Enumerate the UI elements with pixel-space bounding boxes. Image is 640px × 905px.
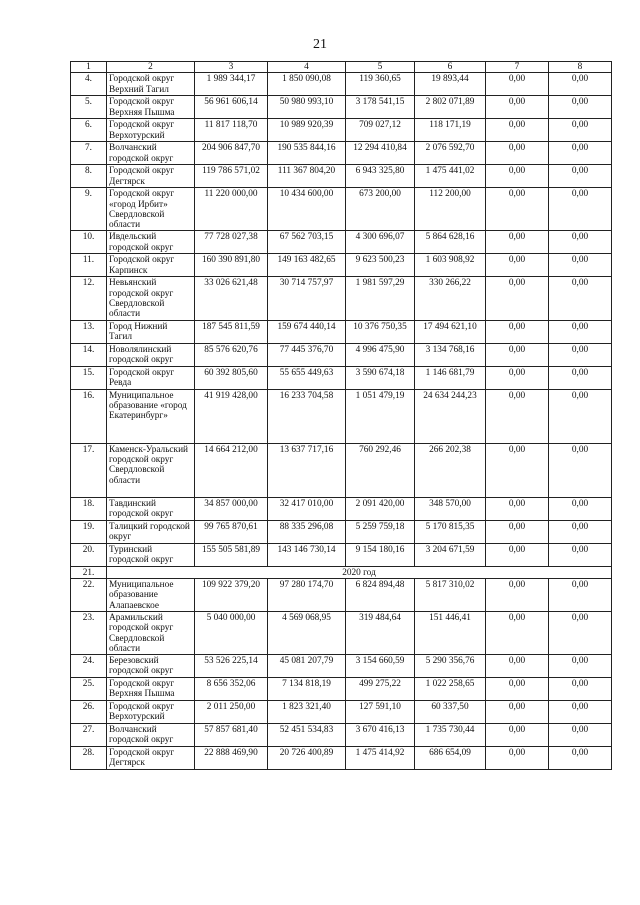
table-row	[71, 497, 612, 520]
municipality-name: Городской округ Верхняя Пышма	[107, 678, 195, 701]
header-cell: 3	[195, 62, 268, 73]
value-col-6: 3 204 671,59	[415, 543, 486, 566]
value-col-5: 9 154 180,16	[346, 543, 415, 566]
value-col-8: 0,00	[549, 231, 612, 254]
value-col-8: 0,00	[549, 389, 612, 443]
row-number: 16.	[71, 389, 107, 443]
table-row	[71, 389, 612, 443]
table-row	[71, 277, 612, 320]
municipality-name: Ивдельский городской округ	[107, 231, 195, 254]
value-col-3: 41 919 428,00	[195, 389, 268, 443]
value-col-5: 12 294 410,84	[346, 142, 415, 165]
value-col-8: 0,00	[549, 277, 612, 320]
municipality-name: Городской округ Дегтярск	[107, 165, 195, 188]
value-col-7: 0,00	[486, 343, 549, 366]
value-col-6: 5 864 628,16	[415, 231, 486, 254]
value-col-4: 30 714 757,97	[268, 277, 346, 320]
value-col-7: 0,00	[486, 543, 549, 566]
value-col-3: 1 989 344,17	[195, 73, 268, 96]
value-col-3: 22 888 469,90	[195, 747, 268, 770]
value-col-4: 111 367 804,20	[268, 165, 346, 188]
header-cell: 5	[346, 62, 415, 73]
municipality-name: Городской округ «город Ирбит» Свердловской области	[107, 188, 195, 231]
municipality-name: Городской округ Ревда	[107, 366, 195, 389]
value-col-6: 5 817 310,02	[415, 578, 486, 611]
value-col-6: 266 202,38	[415, 443, 486, 497]
header-row	[71, 62, 612, 73]
value-col-5: 1 475 414,92	[346, 747, 415, 770]
value-col-6: 1 475 441,02	[415, 165, 486, 188]
value-col-7: 0,00	[486, 389, 549, 443]
value-col-3: 60 392 805,60	[195, 366, 268, 389]
value-col-8: 0,00	[549, 497, 612, 520]
header-cell: 4	[268, 62, 346, 73]
municipality-name: Муниципальное образование Алапаевское	[107, 578, 195, 611]
value-col-8: 0,00	[549, 724, 612, 747]
municipality-name: Волчанский городской округ	[107, 724, 195, 747]
value-col-3: 14 664 212,00	[195, 443, 268, 497]
value-col-8: 0,00	[549, 520, 612, 543]
row-number: 28.	[71, 747, 107, 770]
value-col-5: 4 300 696,07	[346, 231, 415, 254]
table-row	[71, 165, 612, 188]
value-col-8: 0,00	[549, 73, 612, 96]
value-col-7: 0,00	[486, 254, 549, 277]
row-number: 9.	[71, 188, 107, 231]
municipality-name: Тавдинский городской округ	[107, 497, 195, 520]
table-row	[71, 119, 612, 142]
header-cell: 7	[486, 62, 549, 73]
value-col-7: 0,00	[486, 142, 549, 165]
value-col-6: 2 076 592,70	[415, 142, 486, 165]
value-col-5: 127 591,10	[346, 701, 415, 724]
value-col-3: 85 576 620,76	[195, 343, 268, 366]
table-row	[71, 578, 612, 611]
value-col-4: 10 434 600,00	[268, 188, 346, 231]
value-col-3: 33 026 621,48	[195, 277, 268, 320]
municipality-name: Волчанский городской округ	[107, 142, 195, 165]
row-number: 12.	[71, 277, 107, 320]
value-col-8: 0,00	[549, 366, 612, 389]
value-col-6: 330 266,22	[415, 277, 486, 320]
municipality-name: Талицкий городской округ	[107, 520, 195, 543]
municipality-name: Арамильский городской округ Свердловской области	[107, 611, 195, 654]
value-col-8: 0,00	[549, 165, 612, 188]
value-col-3: 119 786 571,02	[195, 165, 268, 188]
value-col-4: 7 134 818,19	[268, 678, 346, 701]
value-col-5: 6 943 325,80	[346, 165, 415, 188]
value-col-5: 119 360,65	[346, 73, 415, 96]
value-col-5: 760 292,46	[346, 443, 415, 497]
value-col-4: 149 163 482,65	[268, 254, 346, 277]
page-number: 21	[313, 37, 327, 52]
municipality-name: Каменск-Уральский городской округ Свердловской области	[107, 443, 195, 497]
table-row	[71, 366, 612, 389]
value-col-8: 0,00	[549, 320, 612, 343]
table-row	[71, 520, 612, 543]
value-col-8: 0,00	[549, 747, 612, 770]
value-col-5: 319 484,64	[346, 611, 415, 654]
value-col-8: 0,00	[549, 343, 612, 366]
value-col-8: 0,00	[549, 188, 612, 231]
value-col-6: 1 022 258,65	[415, 678, 486, 701]
value-col-6: 19 893,44	[415, 73, 486, 96]
value-col-3: 187 545 811,59	[195, 320, 268, 343]
value-col-3: 34 857 000,00	[195, 497, 268, 520]
value-col-6: 17 494 621,10	[415, 320, 486, 343]
value-col-3: 56 961 606,14	[195, 96, 268, 119]
row-number: 20.	[71, 543, 107, 566]
value-col-4: 77 445 376,70	[268, 343, 346, 366]
table-row	[71, 724, 612, 747]
value-col-7: 0,00	[486, 320, 549, 343]
header-cell: 2	[107, 62, 195, 73]
value-col-7: 0,00	[486, 277, 549, 320]
value-col-6: 2 802 071,89	[415, 96, 486, 119]
table-row	[71, 343, 612, 366]
table-row	[71, 443, 612, 497]
value-col-7: 0,00	[486, 520, 549, 543]
value-col-4: 13 637 717,16	[268, 443, 346, 497]
row-number: 8.	[71, 165, 107, 188]
value-col-5: 3 590 674,18	[346, 366, 415, 389]
row-number: 18.	[71, 497, 107, 520]
table-row	[71, 73, 612, 96]
value-col-3: 11 817 118,70	[195, 119, 268, 142]
municipality-name: Новолялинский городской округ	[107, 343, 195, 366]
row-number: 7.	[71, 142, 107, 165]
value-col-4: 10 989 920,39	[268, 119, 346, 142]
row-number: 25.	[71, 678, 107, 701]
value-col-8: 0,00	[549, 578, 612, 611]
value-col-4: 88 335 296,08	[268, 520, 346, 543]
value-col-3: 11 220 000,00	[195, 188, 268, 231]
row-number: 11.	[71, 254, 107, 277]
row-number: 27.	[71, 724, 107, 747]
value-col-7: 0,00	[486, 165, 549, 188]
value-col-4: 97 280 174,70	[268, 578, 346, 611]
value-col-4: 50 980 993,10	[268, 96, 346, 119]
value-col-4: 159 674 440,14	[268, 320, 346, 343]
value-col-7: 0,00	[486, 119, 549, 142]
table-row	[71, 655, 612, 678]
value-col-3: 2 011 250,00	[195, 701, 268, 724]
value-col-3: 57 857 681,40	[195, 724, 268, 747]
value-col-4: 1 850 090,08	[268, 73, 346, 96]
row-number: 15.	[71, 366, 107, 389]
value-col-5: 9 623 500,23	[346, 254, 415, 277]
value-col-3: 77 728 027,38	[195, 231, 268, 254]
value-col-5: 6 824 894,48	[346, 578, 415, 611]
value-col-5: 4 996 475,90	[346, 343, 415, 366]
municipality-name: Городской округ Верхотурский	[107, 119, 195, 142]
table-row	[71, 254, 612, 277]
value-col-3: 204 906 847,70	[195, 142, 268, 165]
header-cell: 1	[71, 62, 107, 73]
value-col-7: 0,00	[486, 724, 549, 747]
value-col-6: 1 603 908,92	[415, 254, 486, 277]
value-col-6: 24 634 244,23	[415, 389, 486, 443]
value-col-7: 0,00	[486, 231, 549, 254]
municipality-name: Городской округ Верхняя Пышма	[107, 96, 195, 119]
value-col-7: 0,00	[486, 655, 549, 678]
value-col-8: 0,00	[549, 142, 612, 165]
value-col-3: 99 765 870,61	[195, 520, 268, 543]
budget-table	[70, 61, 612, 770]
value-col-8: 0,00	[549, 655, 612, 678]
value-col-3: 53 526 225,14	[195, 655, 268, 678]
value-col-4: 190 535 844,16	[268, 142, 346, 165]
value-col-8: 0,00	[549, 611, 612, 654]
value-col-4: 67 562 703,15	[268, 231, 346, 254]
value-col-3: 8 656 352,06	[195, 678, 268, 701]
table-row	[71, 747, 612, 770]
municipality-name: Городской округ Верхотурский	[107, 701, 195, 724]
row-number: 26.	[71, 701, 107, 724]
table-row	[71, 231, 612, 254]
value-col-5: 10 376 750,35	[346, 320, 415, 343]
table-row	[71, 611, 612, 654]
municipality-name: Туринский городской округ	[107, 543, 195, 566]
value-col-7: 0,00	[486, 701, 549, 724]
row-number: 6.	[71, 119, 107, 142]
value-col-4: 1 823 321,40	[268, 701, 346, 724]
value-col-8: 0,00	[549, 678, 612, 701]
row-number: 10.	[71, 231, 107, 254]
value-col-4: 52 451 534,83	[268, 724, 346, 747]
table-row	[71, 701, 612, 724]
table-body	[71, 62, 612, 770]
year-label: 2020 год	[107, 566, 612, 578]
value-col-5: 5 259 759,18	[346, 520, 415, 543]
municipality-name: Городской округ Дегтярск	[107, 747, 195, 770]
value-col-5: 673 200,00	[346, 188, 415, 231]
value-col-6: 686 654,09	[415, 747, 486, 770]
value-col-7: 0,00	[486, 578, 549, 611]
value-col-4: 4 569 068,95	[268, 611, 346, 654]
value-col-7: 0,00	[486, 366, 549, 389]
value-col-6: 1 735 730,44	[415, 724, 486, 747]
value-col-3: 160 390 891,80	[195, 254, 268, 277]
value-col-3: 5 040 000,00	[195, 611, 268, 654]
header-cell: 8	[549, 62, 612, 73]
header-cell: 6	[415, 62, 486, 73]
row-number: 24.	[71, 655, 107, 678]
value-col-5: 2 091 420,00	[346, 497, 415, 520]
value-col-8: 0,00	[549, 701, 612, 724]
value-col-6: 118 171,19	[415, 119, 486, 142]
value-col-7: 0,00	[486, 747, 549, 770]
value-col-8: 0,00	[549, 543, 612, 566]
value-col-7: 0,00	[486, 497, 549, 520]
value-col-6: 5 290 356,76	[415, 655, 486, 678]
value-col-5: 499 275,22	[346, 678, 415, 701]
municipality-name: Муниципальное образование «город Екатеринбург»	[107, 389, 195, 443]
value-col-6: 151 446,41	[415, 611, 486, 654]
municipality-name: Городской округ Карпинск	[107, 254, 195, 277]
value-col-6: 60 337,50	[415, 701, 486, 724]
table-row	[71, 96, 612, 119]
value-col-5: 3 670 416,13	[346, 724, 415, 747]
value-col-5: 3 154 660,59	[346, 655, 415, 678]
row-number: 21.	[71, 566, 107, 578]
row-number: 17.	[71, 443, 107, 497]
table-row	[71, 543, 612, 566]
value-col-4: 32 417 010,00	[268, 497, 346, 520]
value-col-8: 0,00	[549, 254, 612, 277]
value-col-5: 3 178 541,15	[346, 96, 415, 119]
value-col-8: 0,00	[549, 443, 612, 497]
row-number: 4.	[71, 73, 107, 96]
value-col-4: 143 146 730,14	[268, 543, 346, 566]
value-col-5: 709 027,12	[346, 119, 415, 142]
value-col-8: 0,00	[549, 96, 612, 119]
row-number: 13.	[71, 320, 107, 343]
value-col-3: 155 505 581,89	[195, 543, 268, 566]
value-col-5: 1 051 479,19	[346, 389, 415, 443]
value-col-8: 0,00	[549, 119, 612, 142]
row-number: 19.	[71, 520, 107, 543]
value-col-4: 55 655 449,63	[268, 366, 346, 389]
value-col-4: 20 726 400,89	[268, 747, 346, 770]
table-row	[71, 678, 612, 701]
value-col-7: 0,00	[486, 443, 549, 497]
row-number: 5.	[71, 96, 107, 119]
municipality-name: Город Нижний Тагил	[107, 320, 195, 343]
value-col-3: 109 922 379,20	[195, 578, 268, 611]
municipality-name: Городской округ Верхний Тагил	[107, 73, 195, 96]
municipality-name: Невьянский городской округ Свердловской области	[107, 277, 195, 320]
value-col-7: 0,00	[486, 611, 549, 654]
row-number: 14.	[71, 343, 107, 366]
value-col-7: 0,00	[486, 188, 549, 231]
value-col-6: 348 570,00	[415, 497, 486, 520]
value-col-7: 0,00	[486, 678, 549, 701]
row-number: 23.	[71, 611, 107, 654]
value-col-7: 0,00	[486, 73, 549, 96]
value-col-6: 3 134 768,16	[415, 343, 486, 366]
table-row	[71, 188, 612, 231]
value-col-4: 16 233 704,58	[268, 389, 346, 443]
row-number: 22.	[71, 578, 107, 611]
municipality-name: Березовский городской округ	[107, 655, 195, 678]
year-row	[71, 566, 612, 578]
value-col-6: 5 170 815,35	[415, 520, 486, 543]
value-col-7: 0,00	[486, 96, 549, 119]
value-col-6: 112 200,00	[415, 188, 486, 231]
table-row	[71, 320, 612, 343]
value-col-6: 1 146 681,79	[415, 366, 486, 389]
value-col-4: 45 081 207,79	[268, 655, 346, 678]
value-col-5: 1 981 597,29	[346, 277, 415, 320]
table-row	[71, 142, 612, 165]
